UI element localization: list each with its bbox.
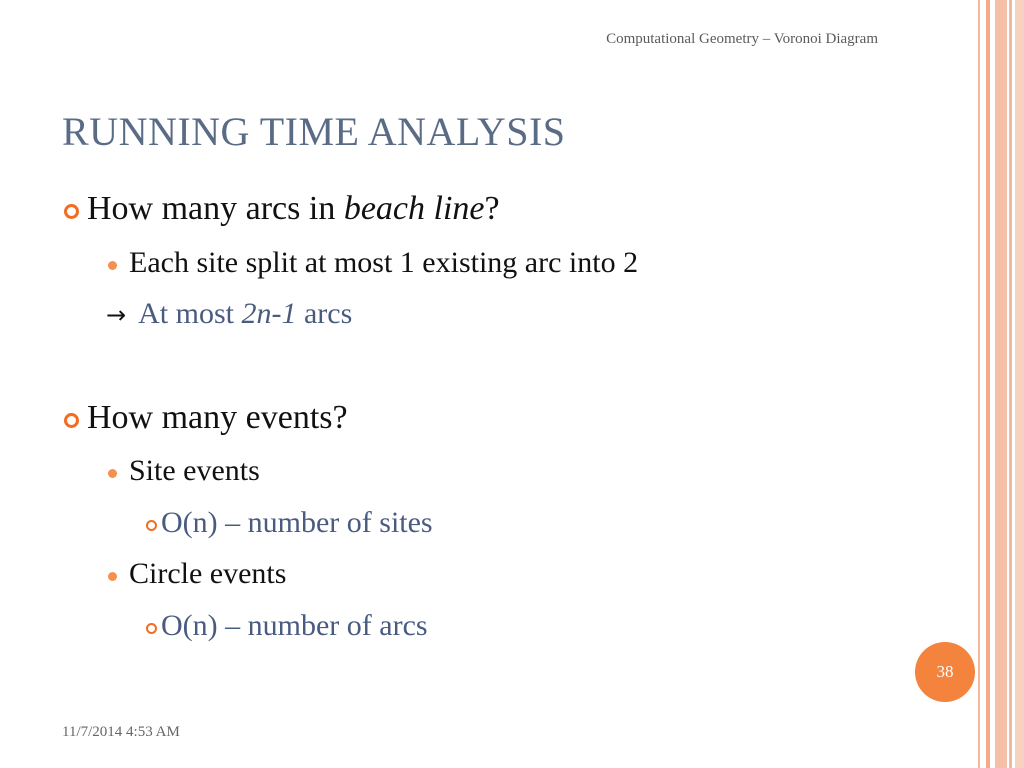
circle-bullet-icon [64, 413, 79, 428]
small-circle-bullet-icon [146, 520, 157, 531]
decorative-stripe [995, 0, 1007, 768]
arrow-conclusion [106, 297, 352, 331]
slide-title: RUNNING TIME ANALYSIS [62, 109, 566, 154]
conclusion-emphasis: 2n-1 [241, 297, 297, 330]
small-circle-bullet-icon [146, 623, 157, 634]
bullet-text-end: ? [484, 190, 500, 227]
sub-sub-bullet-site-count [146, 506, 433, 540]
right-arrow-icon: → [106, 301, 127, 329]
bullet-text: How many events? [87, 399, 348, 436]
bullet-text: How many arcs in [87, 190, 344, 227]
dot-bullet-icon [108, 572, 117, 581]
sub-bullet-text: Site events [129, 454, 260, 487]
conclusion-text-end: arcs [296, 297, 353, 330]
sub-bullet-circle-events [108, 557, 286, 591]
sub-sub-bullet-arc-count [146, 609, 428, 643]
dot-bullet-icon [108, 469, 117, 478]
page-number-badge: 38 [915, 642, 975, 702]
sub-bullet-text: Circle events [129, 557, 287, 590]
bullet-beach-line [64, 190, 500, 228]
sub-bullet-site-events [108, 454, 260, 488]
decorative-stripe [1015, 0, 1024, 768]
sub-bullet-site-split [108, 246, 638, 280]
sub-sub-bullet-text: O(n) – number of arcs [161, 609, 428, 642]
decorative-stripe [978, 0, 980, 768]
circle-bullet-icon [64, 204, 79, 219]
bullet-events [64, 399, 348, 437]
decorative-stripe [986, 0, 990, 768]
slide-header: Computational Geometry – Voronoi Diagram [606, 31, 878, 47]
bullet-emphasis: beach line [343, 190, 485, 227]
footer-date: 11/7/2014 4:53 AM [62, 724, 180, 740]
conclusion-text: At most [138, 297, 242, 330]
dot-bullet-icon [108, 261, 117, 270]
sub-sub-bullet-text: O(n) – number of sites [161, 506, 433, 539]
decorative-stripe [1009, 0, 1012, 768]
sub-bullet-text: Each site split at most 1 existing arc into 2 [129, 246, 639, 279]
